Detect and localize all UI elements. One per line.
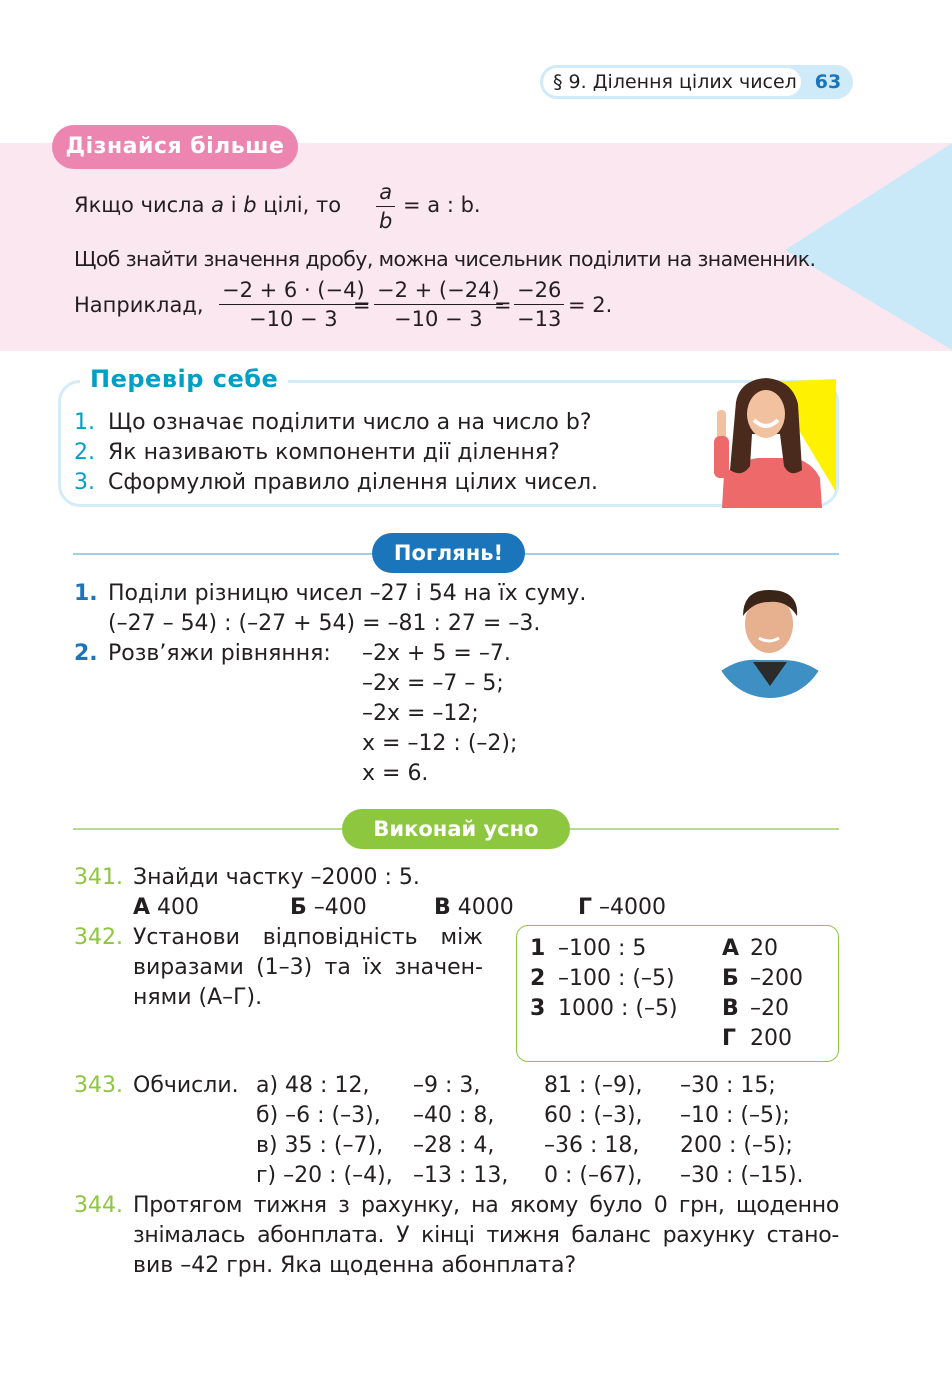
example-fraction-3: $\frac{-26}{-13}$	[514, 276, 564, 333]
answer-option: Б –400	[290, 895, 367, 920]
learn-more-badge: Дізнайся більше	[52, 125, 298, 169]
problem-number: 341.	[74, 865, 123, 890]
calc-cell: –28 : 4,	[413, 1133, 495, 1158]
look-item-1: 1. Поділи різницю чисел –27 і 54 на їх суму.	[74, 581, 587, 606]
check-item-1: 1. Що означає поділити число a на число b?	[74, 410, 592, 435]
calc-cell: а) 48 : 12,	[256, 1073, 370, 1098]
match-expression: 1 –100 : 5	[530, 936, 647, 961]
rule-line: Якщо числа a і b цілі, то	[74, 193, 342, 217]
oral-badge: Виконай усно	[342, 809, 570, 849]
example-fraction-2: $\frac{-2 + (-24)}{-10 - 3}$	[374, 276, 503, 333]
check-item-3: 3. Сформулюй правило ділення цілих чисел.	[74, 470, 599, 495]
check-yourself-title: Перевір себе	[80, 362, 288, 396]
match-value: Б –200	[722, 966, 803, 991]
look-badge: Поглянь!	[372, 533, 525, 573]
calc-cell: 81 : (–9),	[544, 1073, 643, 1098]
fraction-rhs: = a : b.	[403, 193, 481, 217]
look-item-1-solution: (–27 – 54) : (–27 + 54) = –81 : 27 = –3.	[108, 611, 541, 636]
match-value: Г 200	[722, 1026, 792, 1051]
problem-text: знімалась абонплата. У кінці тижня баланс рахунку стано-	[133, 1223, 839, 1248]
problem-text: нями (А–Г).	[133, 985, 263, 1010]
calc-cell: –10 : (–5);	[680, 1103, 790, 1128]
match-expression: 3 1000 : (–5)	[530, 996, 678, 1021]
boy-illustration	[713, 582, 827, 700]
example-label: Наприклад,	[74, 293, 204, 317]
section-title: § 9. Ділення цілих чисел	[543, 68, 801, 96]
equation-step: x = –12 : (–2);	[362, 731, 518, 756]
calc-cell: 0 : (–67),	[544, 1163, 643, 1188]
problem-number: 342.	[74, 925, 123, 950]
calc-cell: 60 : (–3),	[544, 1103, 643, 1128]
fraction-a-over-b: $\frac{a}{b}$	[376, 178, 395, 235]
equation-step: x = 6.	[362, 761, 429, 786]
girl-illustration	[700, 374, 840, 508]
problem-label: Обчисли.	[133, 1073, 239, 1098]
problem-number: 343.	[74, 1073, 123, 1098]
equation-step: –2x = –7 – 5;	[362, 671, 504, 696]
equals-sign: =	[494, 293, 512, 317]
calc-cell: 200 : (–5);	[680, 1133, 793, 1158]
problem-text: вив –42 грн. Яка щоденна абонплата?	[133, 1253, 577, 1278]
answer-option: В 4000	[434, 895, 514, 920]
calc-cell: б) –6 : (–3),	[256, 1103, 381, 1128]
example-result: = 2.	[568, 293, 613, 317]
calc-cell: г) –20 : (–4),	[256, 1163, 393, 1188]
problem-text: Установи відповідність між	[133, 925, 483, 950]
problem-text: Протягом тижня з рахунку, на якому було 0 грн, щоденно	[133, 1193, 839, 1218]
calc-cell: –13 : 13,	[413, 1163, 509, 1188]
calc-cell: в) 35 : (–7),	[256, 1133, 384, 1158]
answer-option: Г –4000	[578, 895, 667, 920]
match-value: В –20	[722, 996, 789, 1021]
match-value: А 20	[722, 936, 778, 961]
equals-sign: =	[353, 293, 371, 317]
problem-text: виразами (1–3) та їх значен-	[133, 955, 483, 980]
calc-cell: –36 : 18,	[544, 1133, 640, 1158]
equation-step: –2x = –12;	[362, 701, 479, 726]
fraction-rule-text: Щоб знайти значення дробу, можна чисельник поділити на знаменник.	[74, 247, 816, 271]
calc-cell: –30 : (–15).	[680, 1163, 804, 1188]
answer-option: А 400	[133, 895, 200, 920]
problem-text: Знайди частку –2000 : 5.	[133, 865, 420, 890]
equation-step: –2x + 5 = –7.	[362, 641, 511, 666]
calc-cell: –40 : 8,	[413, 1103, 495, 1128]
page-number: 63	[814, 71, 842, 93]
calc-cell: –9 : 3,	[413, 1073, 481, 1098]
problem-number: 344.	[74, 1193, 123, 1218]
look-item-2: 2. Розв’яжи рівняння:	[74, 641, 331, 666]
check-item-2: 2. Як називають компоненти дії ділення?	[74, 440, 560, 465]
calc-cell: –30 : 15;	[680, 1073, 776, 1098]
example-fraction-1: $\frac{-2 + 6 \cdot (-4)}{-10 - 3}$	[219, 276, 368, 333]
match-expression: 2 –100 : (–5)	[530, 966, 675, 991]
